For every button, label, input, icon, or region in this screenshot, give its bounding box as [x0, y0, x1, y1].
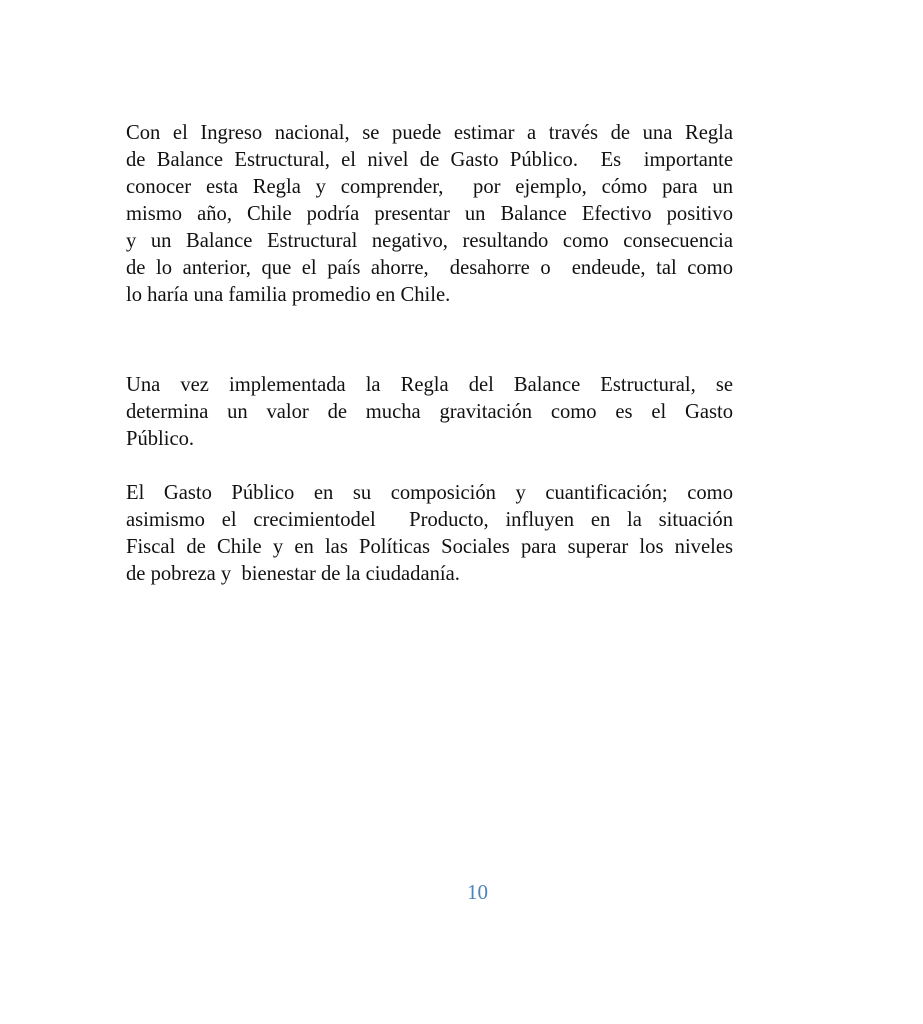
paragraph-ingreso-nacional	[126, 120, 733, 309]
paragraph-line: de Balance Estructural, el nivel de Gasto Público. Es importante	[126, 149, 733, 171]
paragraph-line: determina un valor de mucha gravitación como es el Gasto	[126, 401, 733, 423]
paragraph-line: Una vez implementada la Regla del Balance Estructural, se	[126, 374, 733, 396]
paragraph-line: El Gasto Público en su composición y cuantificación; como	[126, 482, 733, 504]
paragraph-line: mismo año, Chile podría presentar un Balance Efectivo positivo	[126, 203, 733, 225]
paragraph-line: lo haría una familia promedio en Chile.	[126, 284, 451, 306]
paragraph-gasto-publico	[126, 480, 733, 588]
page-number: 10	[467, 880, 488, 904]
paragraph-line: de pobreza y bienestar de la ciudadanía.	[126, 563, 460, 585]
paragraph-line: Público.	[126, 428, 195, 450]
paragraph-line: Con el Ingreso nacional, se puede estimar a través de una Regla	[126, 122, 733, 144]
paragraph-line: conocer esta Regla y comprender, por ejemplo, cómo para un	[126, 176, 733, 198]
paragraph-line: y un Balance Estructural negativo, resultando como consecuencia	[126, 230, 733, 252]
paragraph-line: de lo anterior, que el país ahorre, desahorre o endeude, tal como	[126, 257, 733, 279]
paragraph-line: asimismo el crecimientodel Producto, influyen en la situación	[126, 509, 733, 531]
paragraph-line: Fiscal de Chile y en las Políticas Sociales para superar los niveles	[126, 536, 733, 558]
paragraph-regla-balance	[126, 372, 733, 453]
